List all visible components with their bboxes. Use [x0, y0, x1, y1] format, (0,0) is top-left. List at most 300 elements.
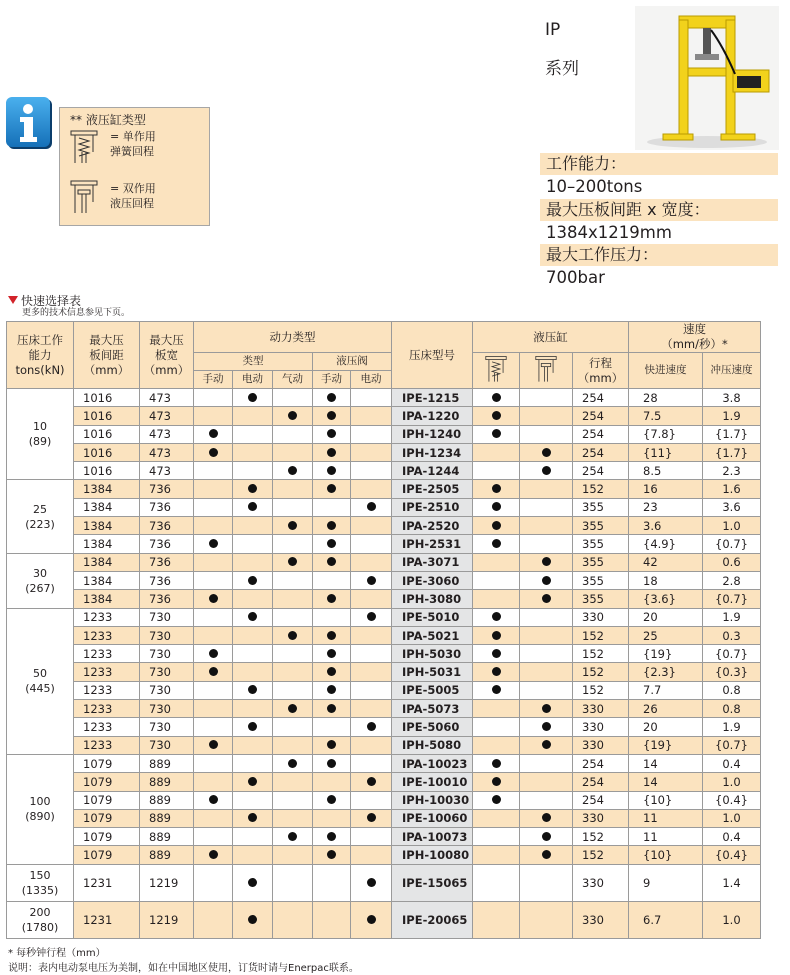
model-cell: IPH-5080 — [392, 736, 473, 754]
valve-cell — [313, 846, 351, 864]
dot-icon — [327, 850, 336, 859]
power-cell — [273, 809, 313, 827]
dot-icon — [327, 393, 336, 402]
table-row — [7, 846, 761, 864]
model-cell: IPH-5031 — [392, 663, 473, 681]
capacity-cell — [7, 389, 74, 480]
cylinder-cell — [473, 590, 520, 608]
cylinder-cell — [473, 681, 520, 699]
power-cell — [233, 425, 273, 443]
header-air: 气动 — [273, 371, 313, 389]
cylinder-cell — [473, 773, 520, 791]
daylight-cell: 1233 — [74, 608, 140, 626]
approach-speed-cell: 14 — [629, 754, 703, 772]
cylinder-cell — [520, 864, 573, 901]
power-cell — [233, 553, 273, 571]
cylinder-cell — [473, 553, 520, 571]
stroke-cell: 330 — [573, 608, 629, 626]
valve-cell — [313, 809, 351, 827]
capacity-kn: (89) — [28, 435, 52, 449]
valve-cell — [351, 828, 392, 846]
dot-icon — [367, 878, 376, 887]
model-cell: IPE-2510 — [392, 498, 473, 516]
press-speed-cell: {0.4} — [703, 791, 761, 809]
power-cell — [194, 663, 233, 681]
dot-icon — [542, 722, 551, 731]
width-cell: 889 — [140, 773, 194, 791]
valve-cell — [351, 663, 392, 681]
table-row — [7, 608, 761, 626]
stroke-cell: 152 — [573, 645, 629, 663]
model-cell: IPA-10073 — [392, 828, 473, 846]
valve-cell — [313, 608, 351, 626]
power-cell — [233, 517, 273, 535]
cylinder-cell — [520, 389, 573, 407]
power-cell — [233, 736, 273, 754]
info-icon — [5, 96, 55, 152]
daylight-cell: 1384 — [74, 517, 140, 535]
spec-pressure — [540, 244, 778, 289]
approach-speed-cell: 6.7 — [629, 901, 703, 938]
header-double-acting — [520, 353, 573, 389]
cylinder-cell — [520, 608, 573, 626]
power-cell — [273, 645, 313, 663]
power-cell — [233, 498, 273, 516]
table-row — [7, 754, 761, 772]
model-cell: IPH-2531 — [392, 535, 473, 553]
valve-cell — [313, 407, 351, 425]
power-cell — [194, 773, 233, 791]
power-cell — [233, 828, 273, 846]
model-cell: IPE-5005 — [392, 681, 473, 699]
stroke-cell: 355 — [573, 590, 629, 608]
dot-icon — [492, 631, 501, 640]
width-cell: 473 — [140, 425, 194, 443]
daylight-cell: 1231 — [74, 901, 140, 938]
width-cell: 1219 — [140, 901, 194, 938]
valve-cell — [351, 700, 392, 718]
power-cell — [273, 901, 313, 938]
stroke-cell: 330 — [573, 700, 629, 718]
press-speed-cell: {0.7} — [703, 645, 761, 663]
stroke-cell: 152 — [573, 828, 629, 846]
dot-icon — [327, 411, 336, 420]
dot-icon — [492, 521, 501, 530]
table-row — [7, 736, 761, 754]
dot-icon — [288, 557, 297, 566]
valve-cell — [351, 517, 392, 535]
daylight-cell: 1079 — [74, 828, 140, 846]
model-cell: IPE-20065 — [392, 901, 473, 938]
width-cell: 889 — [140, 828, 194, 846]
valve-cell — [313, 462, 351, 480]
capacity-kn: (267) — [25, 581, 55, 595]
power-cell — [194, 809, 233, 827]
cylinder-cell — [473, 864, 520, 901]
approach-speed-cell: 7.7 — [629, 681, 703, 699]
press-speed-cell: 1.4 — [703, 864, 761, 901]
power-cell — [194, 718, 233, 736]
width-cell: 1219 — [140, 864, 194, 901]
dot-icon — [288, 631, 297, 640]
valve-cell — [313, 626, 351, 644]
power-cell — [233, 571, 273, 589]
cylinder-cell — [520, 553, 573, 571]
approach-speed-cell: 9 — [629, 864, 703, 901]
dot-icon — [542, 576, 551, 585]
dot-icon — [248, 484, 257, 493]
dot-icon — [209, 649, 218, 658]
model-cell: IPE-5010 — [392, 608, 473, 626]
capacity-cell — [7, 864, 74, 901]
single-acting-text — [110, 129, 156, 159]
power-cell — [273, 443, 313, 461]
stroke-cell: 254 — [573, 754, 629, 772]
dot-icon — [327, 740, 336, 749]
header-valve: 液压阀 — [313, 353, 392, 371]
power-cell — [273, 389, 313, 407]
daylight-cell: 1079 — [74, 846, 140, 864]
width-cell: 730 — [140, 681, 194, 699]
model-cell: IPA-5021 — [392, 626, 473, 644]
single-acting-line1: = 单作用 — [110, 130, 156, 143]
dot-icon — [492, 411, 501, 420]
dot-icon — [492, 685, 501, 694]
cylinder-cell — [520, 846, 573, 864]
dot-icon — [248, 685, 257, 694]
header-model: 压床型号 — [392, 322, 473, 389]
cylinder-cell — [520, 425, 573, 443]
daylight-cell: 1384 — [74, 571, 140, 589]
valve-cell — [351, 571, 392, 589]
stroke-cell: 152 — [573, 681, 629, 699]
dot-icon — [542, 740, 551, 749]
valve-cell — [351, 864, 392, 901]
press-speed-cell: 0.4 — [703, 828, 761, 846]
table-row — [7, 553, 761, 571]
approach-speed-cell: {4.9} — [629, 535, 703, 553]
press-speed-cell: {1.7} — [703, 425, 761, 443]
valve-cell — [351, 443, 392, 461]
approach-speed-cell: 42 — [629, 553, 703, 571]
table-row — [7, 773, 761, 791]
power-cell — [194, 681, 233, 699]
valve-cell — [313, 535, 351, 553]
valve-cell — [313, 425, 351, 443]
power-cell — [194, 626, 233, 644]
press-speed-cell: 1.9 — [703, 407, 761, 425]
single-acting-line2: 弹簧回程 — [110, 145, 154, 158]
dot-icon — [367, 722, 376, 731]
power-cell — [194, 443, 233, 461]
model-cell: IPA-1244 — [392, 462, 473, 480]
width-cell: 889 — [140, 754, 194, 772]
header-electric: 电动 — [233, 371, 273, 389]
press-speed-cell: 0.8 — [703, 681, 761, 699]
width-cell: 889 — [140, 791, 194, 809]
dot-icon — [492, 429, 501, 438]
dot-icon — [492, 759, 501, 768]
valve-cell — [351, 846, 392, 864]
approach-speed-cell: 20 — [629, 718, 703, 736]
model-cell: IPA-5073 — [392, 700, 473, 718]
power-cell — [233, 663, 273, 681]
valve-cell — [351, 498, 392, 516]
model-cell: IPE-10010 — [392, 773, 473, 791]
dot-icon — [209, 539, 218, 548]
power-cell — [273, 864, 313, 901]
valve-cell — [351, 736, 392, 754]
valve-cell — [351, 462, 392, 480]
dot-icon — [367, 502, 376, 511]
cylinder-cell — [473, 389, 520, 407]
spec-value: 10–200tons — [546, 177, 643, 196]
table-row — [7, 498, 761, 516]
model-cell: IPH-1234 — [392, 443, 473, 461]
double-acting-text — [110, 181, 156, 211]
daylight-cell: 1016 — [74, 443, 140, 461]
valve-cell — [351, 389, 392, 407]
valve-cell — [351, 608, 392, 626]
legend-title: ** 液压缸类型 — [70, 113, 146, 127]
valve-cell — [351, 535, 392, 553]
table-row — [7, 535, 761, 553]
dot-icon — [492, 502, 501, 511]
width-cell: 736 — [140, 498, 194, 516]
approach-speed-cell: 18 — [629, 571, 703, 589]
dot-icon — [288, 466, 297, 475]
power-cell — [194, 645, 233, 663]
power-cell — [273, 608, 313, 626]
press-speed-cell: {0.7} — [703, 736, 761, 754]
valve-cell — [351, 480, 392, 498]
cylinder-cell — [520, 498, 573, 516]
table-row — [7, 864, 761, 901]
stroke-cell: 330 — [573, 864, 629, 901]
capacity-tons: 30 — [33, 566, 47, 580]
daylight-cell: 1233 — [74, 736, 140, 754]
approach-speed-cell: 28 — [629, 389, 703, 407]
valve-cell — [313, 389, 351, 407]
cylinder-cell — [473, 700, 520, 718]
cylinder-type-legend — [59, 107, 210, 226]
cylinder-cell — [473, 736, 520, 754]
cylinder-cell — [473, 517, 520, 535]
red-triangle-icon — [8, 296, 18, 304]
press-speed-cell: 1.0 — [703, 901, 761, 938]
table-row — [7, 425, 761, 443]
power-cell — [273, 498, 313, 516]
approach-speed-cell: {10} — [629, 791, 703, 809]
stroke-cell: 152 — [573, 846, 629, 864]
model-cell: IPH-10080 — [392, 846, 473, 864]
valve-cell — [351, 718, 392, 736]
cylinder-cell — [473, 828, 520, 846]
power-cell — [233, 718, 273, 736]
daylight-cell: 1079 — [74, 791, 140, 809]
spec-label: 最大工作压力： — [540, 244, 778, 267]
cylinder-cell — [520, 571, 573, 589]
table-row — [7, 462, 761, 480]
stroke-cell: 254 — [573, 462, 629, 480]
table-row — [7, 681, 761, 699]
press-speed-cell: 0.3 — [703, 626, 761, 644]
dot-icon — [209, 594, 218, 603]
power-cell — [233, 754, 273, 772]
power-cell — [273, 553, 313, 571]
power-cell — [194, 389, 233, 407]
model-cell: IPH-5030 — [392, 645, 473, 663]
dot-icon — [367, 777, 376, 786]
power-cell — [233, 407, 273, 425]
double-acting-cylinder-icon — [535, 354, 557, 384]
table-row — [7, 809, 761, 827]
cylinder-cell — [473, 846, 520, 864]
power-cell — [233, 535, 273, 553]
header-manual: 手动 — [194, 371, 233, 389]
stroke-cell: 254 — [573, 425, 629, 443]
header-type: 类型 — [194, 353, 313, 371]
dot-icon — [542, 832, 551, 841]
quick-select-title-text: 快速选择表 — [21, 294, 82, 308]
daylight-cell: 1016 — [74, 425, 140, 443]
valve-cell — [313, 828, 351, 846]
cylinder-cell — [520, 718, 573, 736]
cylinder-cell — [473, 462, 520, 480]
valve-cell — [351, 425, 392, 443]
power-cell — [194, 608, 233, 626]
width-cell: 473 — [140, 443, 194, 461]
valve-cell — [313, 681, 351, 699]
approach-speed-cell: 7.5 — [629, 407, 703, 425]
daylight-cell: 1016 — [74, 389, 140, 407]
valve-cell — [313, 480, 351, 498]
width-cell: 473 — [140, 389, 194, 407]
dot-icon — [327, 795, 336, 804]
series-code: IP — [545, 20, 561, 40]
model-cell: IPE-10060 — [392, 809, 473, 827]
power-cell — [194, 571, 233, 589]
table-row — [7, 828, 761, 846]
daylight-cell: 1384 — [74, 590, 140, 608]
approach-speed-cell: {10} — [629, 846, 703, 864]
valve-cell — [351, 681, 392, 699]
double-acting-cylinder-icon — [70, 180, 98, 214]
table-row — [7, 389, 761, 407]
approach-speed-cell: 3.6 — [629, 517, 703, 535]
daylight-cell: 1231 — [74, 864, 140, 901]
press-speed-cell: {0.7} — [703, 535, 761, 553]
power-cell — [273, 480, 313, 498]
power-cell — [233, 626, 273, 644]
dot-icon — [288, 759, 297, 768]
capacity-kn: (890) — [25, 810, 55, 824]
valve-cell — [351, 645, 392, 663]
power-cell — [194, 535, 233, 553]
stroke-cell: 355 — [573, 571, 629, 589]
power-cell — [194, 553, 233, 571]
cylinder-cell — [473, 535, 520, 553]
daylight-cell: 1079 — [74, 754, 140, 772]
dot-icon — [248, 393, 257, 402]
power-cell — [273, 700, 313, 718]
power-cell — [273, 718, 313, 736]
valve-cell — [351, 407, 392, 425]
approach-speed-cell: {2.3} — [629, 663, 703, 681]
cylinder-cell — [473, 901, 520, 938]
valve-cell — [313, 517, 351, 535]
valve-cell — [313, 718, 351, 736]
dot-icon — [327, 466, 336, 475]
model-cell: IPH-3080 — [392, 590, 473, 608]
press-speed-cell: 1.0 — [703, 773, 761, 791]
stroke-cell: 254 — [573, 389, 629, 407]
power-cell — [273, 590, 313, 608]
capacity-cell — [7, 754, 74, 864]
width-cell: 730 — [140, 663, 194, 681]
width-cell: 736 — [140, 553, 194, 571]
approach-speed-cell: 20 — [629, 608, 703, 626]
press-speed-cell: 2.8 — [703, 571, 761, 589]
cylinder-cell — [520, 517, 573, 535]
cylinder-cell — [473, 498, 520, 516]
press-speed-cell: 1.0 — [703, 809, 761, 827]
approach-speed-cell: 26 — [629, 700, 703, 718]
spec-label: 工作能力： — [540, 153, 778, 176]
press-speed-cell: 3.8 — [703, 389, 761, 407]
model-cell: IPE-3060 — [392, 571, 473, 589]
header-power-type: 动力类型 — [194, 322, 392, 353]
model-cell: IPE-2505 — [392, 480, 473, 498]
approach-speed-cell: 11 — [629, 809, 703, 827]
power-cell — [273, 681, 313, 699]
dot-icon — [248, 612, 257, 621]
spec-value: 700bar — [546, 268, 605, 287]
dot-icon — [209, 850, 218, 859]
cylinder-cell — [520, 480, 573, 498]
cylinder-cell — [520, 828, 573, 846]
daylight-cell: 1384 — [74, 553, 140, 571]
dot-icon — [492, 795, 501, 804]
cylinder-cell — [473, 443, 520, 461]
cylinder-cell — [473, 407, 520, 425]
dot-icon — [288, 521, 297, 530]
header-press-speed: 冲压速度 — [703, 353, 761, 389]
power-cell — [233, 480, 273, 498]
daylight-cell: 1233 — [74, 626, 140, 644]
dot-icon — [492, 484, 501, 493]
approach-speed-cell: 8.5 — [629, 462, 703, 480]
dot-icon — [248, 576, 257, 585]
power-cell — [194, 517, 233, 535]
table-row — [7, 901, 761, 938]
dot-icon — [327, 649, 336, 658]
power-cell — [194, 480, 233, 498]
dot-icon — [327, 667, 336, 676]
valve-cell — [351, 809, 392, 827]
daylight-cell: 1079 — [74, 809, 140, 827]
dot-icon — [327, 631, 336, 640]
valve-cell — [313, 754, 351, 772]
dot-icon — [492, 667, 501, 676]
dot-icon — [492, 649, 501, 658]
power-cell — [233, 443, 273, 461]
press-speed-cell: 1.9 — [703, 718, 761, 736]
cylinder-cell — [473, 571, 520, 589]
width-cell: 889 — [140, 809, 194, 827]
table-row — [7, 700, 761, 718]
model-cell: IPE-5060 — [392, 718, 473, 736]
